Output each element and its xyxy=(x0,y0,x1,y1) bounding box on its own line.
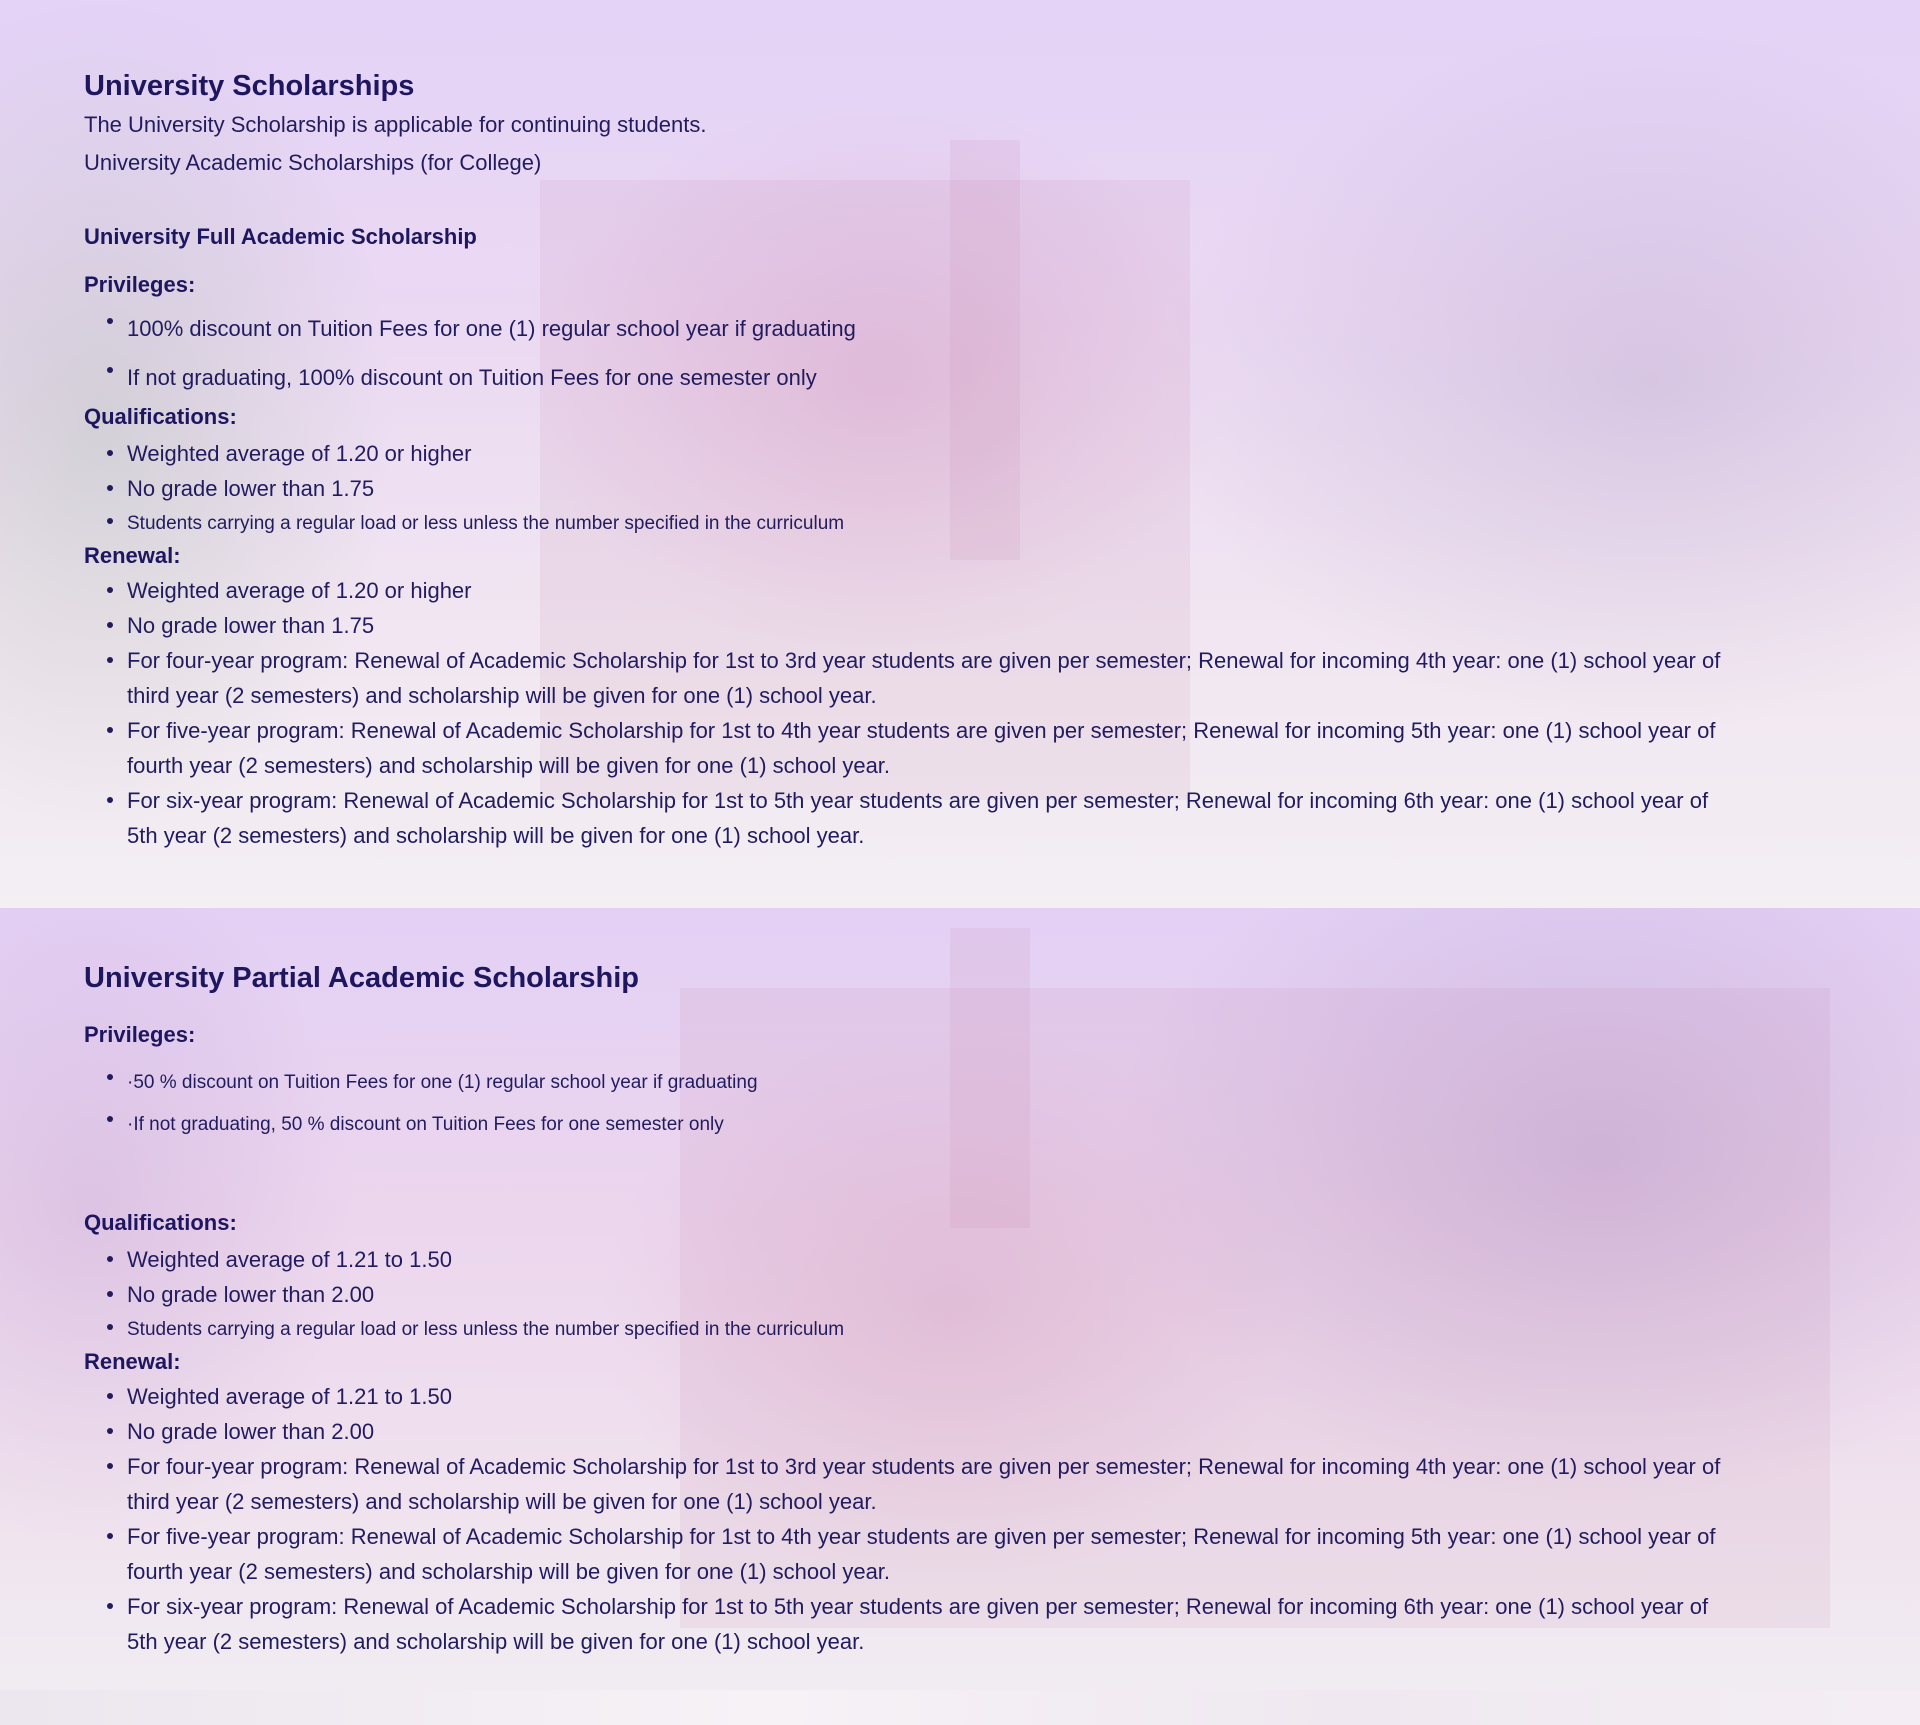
partial-scholarship-content xyxy=(84,958,1724,1659)
list-item: Weighted average of 1.21 to 1.50 xyxy=(127,1242,1724,1277)
list-item: ·50 % discount on Tuition Fees for one (1) regular school year if graduating xyxy=(127,1062,1724,1104)
list-item: For five-year program: Renewal of Academic Scholarship for 1st to 4th year students are given per semester; Renewal for incoming 5th year: one (1) school year of fourth year (2 semesters) and scholarship will be given for one (1) school year. xyxy=(127,1519,1724,1589)
list-item: Students carrying a regular load or less unless the number specified in the curriculum xyxy=(127,1312,1724,1347)
partial-renewal-list xyxy=(84,1379,1724,1659)
list-item: Weighted average of 1.21 to 1.50 xyxy=(127,1379,1724,1414)
list-item: No grade lower than 2.00 xyxy=(127,1414,1724,1449)
full-qualifications-list xyxy=(84,436,1724,541)
full-renewal-label: Renewal: xyxy=(84,543,181,568)
full-renewal-list xyxy=(84,573,1724,853)
list-item: For five-year program: Renewal of Academic Scholarship for 1st to 4th year students are given per semester; Renewal for incoming 5th year: one (1) school year of fourth year (2 semesters) and scholarship will be given for one (1) school year. xyxy=(127,713,1724,783)
intro-text: The University Scholarship is applicable for continuing students. xyxy=(84,112,707,137)
partial-scholarship-section xyxy=(0,908,1920,1690)
list-item: If not graduating, 100% discount on Tuition Fees for one semester only xyxy=(127,353,1724,402)
partial-qualifications-label: Qualifications: xyxy=(84,1210,237,1235)
page-title: University Scholarships xyxy=(84,70,415,102)
list-item: ·If not graduating, 50 % discount on Tuition Fees for one semester only xyxy=(127,1104,1724,1146)
list-item: No grade lower than 2.00 xyxy=(127,1277,1724,1312)
partial-privileges-list xyxy=(84,1062,1724,1146)
full-scholarship-title: University Full Academic Scholarship xyxy=(84,224,477,249)
list-item: Weighted average of 1.20 or higher xyxy=(127,436,1724,471)
list-item: For six-year program: Renewal of Academic Scholarship for 1st to 5th year students are given per semester; Renewal for incoming 6th year: one (1) school year of 5th year (2 semesters) and scholarship will be given for one (1) school year. xyxy=(127,1589,1724,1659)
list-item: Weighted average of 1.20 or higher xyxy=(127,573,1724,608)
page-footer-strip xyxy=(0,1690,1920,1725)
partial-privileges-label: Privileges: xyxy=(84,1022,196,1047)
full-scholarship-content xyxy=(84,66,1724,853)
partial-qualifications-list xyxy=(84,1242,1724,1347)
list-item: 100% discount on Tuition Fees for one (1) regular school year if graduating xyxy=(127,304,1724,353)
intro-subtitle: University Academic Scholarships (for College) xyxy=(84,150,542,175)
list-item: For four-year program: Renewal of Academic Scholarship for 1st to 3rd year students are given per semester; Renewal for incoming 4th year: one (1) school year of third year (2 semesters) and scholarship will be given for one (1) school year. xyxy=(127,643,1724,713)
list-item: No grade lower than 1.75 xyxy=(127,471,1724,506)
list-item: No grade lower than 1.75 xyxy=(127,608,1724,643)
list-item: For four-year program: Renewal of Academic Scholarship for 1st to 3rd year students are given per semester; Renewal for incoming 4th year: one (1) school year of third year (2 semesters) and scholarship will be given for one (1) school year. xyxy=(127,1449,1724,1519)
partial-renewal-label: Renewal: xyxy=(84,1349,181,1374)
full-qualifications-label: Qualifications: xyxy=(84,404,237,429)
partial-scholarship-title: University Partial Academic Scholarship xyxy=(84,962,639,994)
list-item: For six-year program: Renewal of Academic Scholarship for 1st to 5th year students are given per semester; Renewal for incoming 6th year: one (1) school year of 5th year (2 semesters) and scholarship will be given for one (1) school year. xyxy=(127,783,1724,853)
full-privileges-list xyxy=(84,304,1724,402)
full-privileges-label: Privileges: xyxy=(84,272,196,297)
list-item: Students carrying a regular load or less unless the number specified in the curriculum xyxy=(127,506,1724,541)
